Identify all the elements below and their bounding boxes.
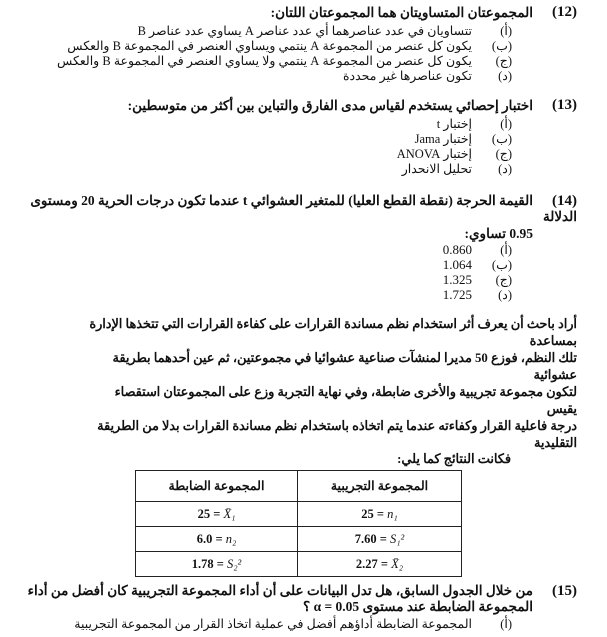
option-mark: (ج) [495,273,512,287]
passage-line: لتكون مجموعة تجريبية والأخرى ضابطة، وفي نهاية التجربة وزع على المجموعتان استقصاء [114,385,577,399]
option-text[interactable]: إختبار t [436,117,472,131]
option-mark: (د) [498,69,512,83]
option-text[interactable]: تتساويان في عدد عناصرهما أي عدد عناصر A يساوي عدد عناصر B [137,24,472,38]
passage-line: تلك النظم، فوزع 50 مديرا لمنشآت صناعية عشوائيا في مجموعتين، ثم عين أحدهما بطريقة [112,351,577,365]
option-text[interactable]: يكون كل عنصر من المجموعة A ينتمي ولا يساوي العنصر في المجموعة B والعكس [57,54,472,68]
option-mark: (أ) [500,243,512,257]
passage-line: التقليدية [533,436,577,450]
passage-line: عشوائية [533,368,577,382]
results-table [135,470,462,577]
option-mark: (أ) [500,617,512,631]
passage-line: فكانت النتائج كما يلي: [397,452,511,466]
question-stem-continued: الدلالة [542,209,577,224]
option-mark: (ب) [491,39,512,53]
cell-value: 1.78 = [191,556,224,571]
option-text[interactable]: 1.064 [442,257,472,272]
question-number: (13) [552,97,577,113]
option-text[interactable]: تكون عناصرها غير محددة [343,69,472,83]
option-mark: (د) [498,288,512,302]
question-stem: اختبار إحصائي يستخدم لقياس مدى الفارق والتباين بين أكثر من متوسطين: [127,98,533,113]
header-control-group: المجموعة الضابطة [136,471,298,502]
option-mark: (د) [498,162,512,176]
option-text[interactable]: المجموعة الضابطة أداؤهم أفضل في عملية اتخاذ القرار من المجموعة التجريبية [74,617,472,631]
passage-line: أراد باحث أن يعرف أثر استخدام نظم مساندة القرارات على كفاءة القرارات التي تتخذها الإدارة [89,317,577,331]
cell-value: 25 = [197,506,221,521]
question-stem: المجموعتان المتساويتان هما المجموعتان اللتان: [270,5,533,20]
question-number: (12) [552,4,577,20]
cell-symbol: X̄₂ [391,556,404,571]
cell-symbol: n₁ [387,506,398,521]
table-cell [297,502,461,527]
option-text[interactable]: إختبار ANOVA [396,147,472,161]
cell-value: 6.0 = [196,531,223,546]
option-text[interactable]: تحليل الانحدار [401,162,472,176]
question-number: (15) [552,583,577,599]
table-cell [136,527,298,552]
option-text[interactable]: 0.860 [442,242,472,257]
option-mark: (أ) [500,24,512,38]
option-mark: (أ) [500,117,512,131]
table-row [136,502,462,527]
cell-value: 25 = [361,506,384,521]
cell-value: 2.27 = [355,556,388,571]
option-text[interactable]: 1.325 [442,272,472,287]
passage-line: درجة فاعلية القرار وكفاءته عندما يتم اتخاذه باستخدام نظم مساندة القرارات بدلا من الطريقة [97,419,577,433]
header-experimental-group: المجموعة التجريبية [297,471,461,502]
cell-symbol: n₂ [225,531,237,546]
table-cell [297,552,461,577]
passage-line: بمساعدة [529,334,577,348]
table-header-row [136,471,462,502]
cell-symbol: X̄₁ [223,506,236,521]
question-stem-continued: المجموعة الضابطة عند مستوى α = 0.05 ؟ [303,599,533,614]
cell-symbol: S₁² [389,531,405,546]
option-mark: (ب) [491,258,512,272]
option-mark: (ج) [495,147,512,161]
question-stem: القيمة الحرجة (نقطة القطع العليا) للمتغير العشوائي t عندما تكون درجات الحرية 20 ومستوى [30,193,533,208]
option-mark: (ج) [495,54,512,68]
option-text[interactable]: 1.725 [442,287,472,302]
table-row [136,527,462,552]
question-number: (14) [552,193,577,209]
question-stem-continued: 0.95 تساوي: [464,226,533,241]
passage-line: يقيس [546,402,577,416]
table-cell [136,502,298,527]
cell-value: 7.60 = [354,531,387,546]
table-cell [136,552,298,577]
table-row [136,552,462,577]
question-stem: من خلال الجدول السابق، هل تدل البيانات على أن أداء المجموعة التجريبية كان أفضل من أداء [27,583,533,598]
option-mark: (ب) [491,132,512,146]
option-text[interactable]: إختبار Jama [414,132,472,146]
option-text[interactable]: يكون كل عنصر من المجموعة A ينتمي ويساوي العنصر في المجموعة B والعكس [67,39,472,53]
table-cell [297,527,461,552]
cell-symbol: S₂² [226,556,242,571]
